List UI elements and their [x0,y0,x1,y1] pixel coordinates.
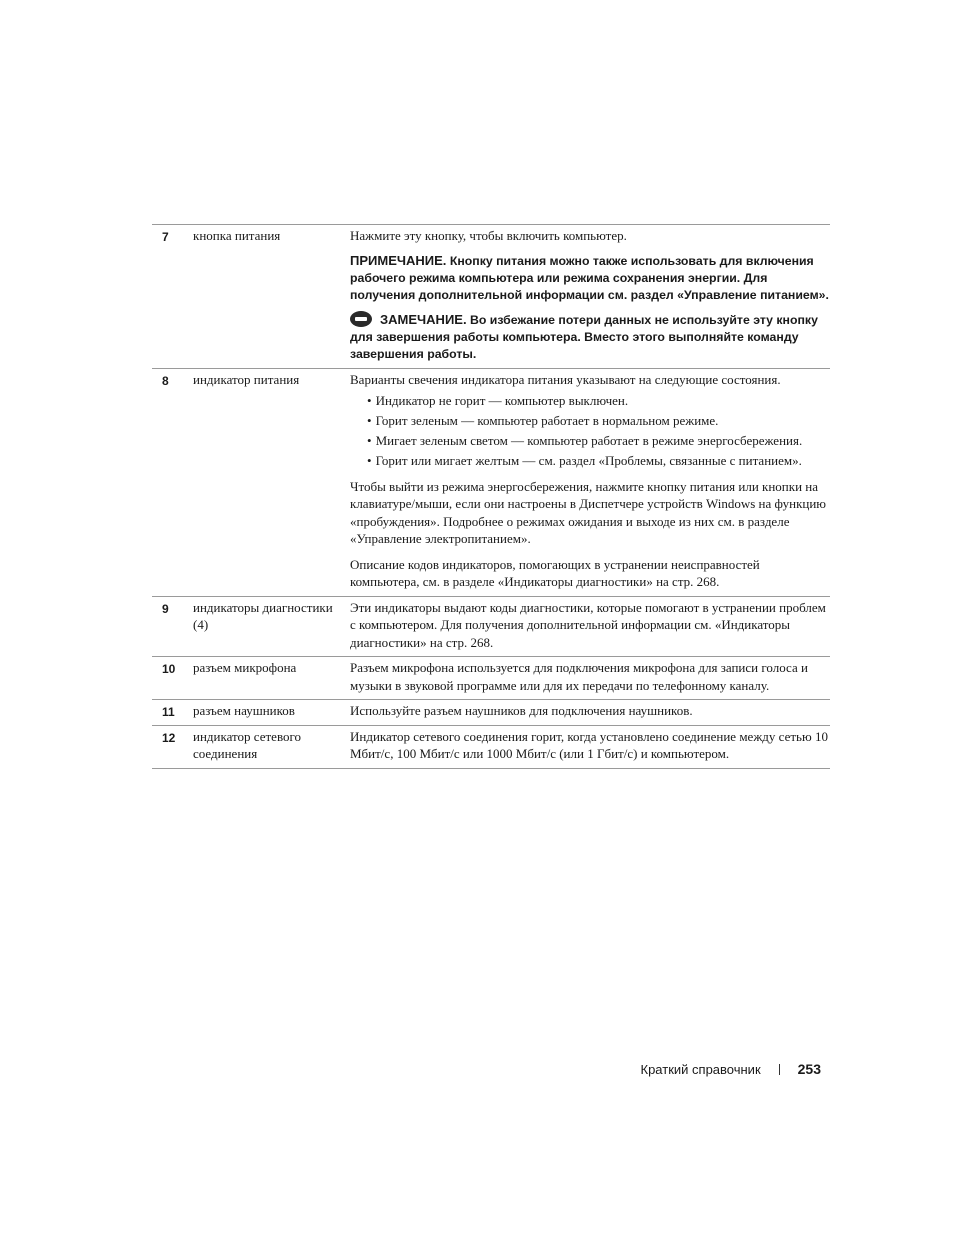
item-number: 11 [162,705,175,719]
note-text: Кнопку питания можно также использовать для включения рабочего режима компьютера или режима сохранения энергии. Для получения дополнительной информации см. раздел «Управление питанием». [350,253,829,302]
item-number: 10 [162,662,176,676]
table-row [152,369,830,597]
components-table [152,224,830,769]
table-row [152,597,830,658]
description-text: Индикатор сетевого соединения горит, когда установлено соединение между сетью 10 Мбит/с, 100 Мбит/с или 1000 Мбит/с (или 1 Гбит/с) и компьютером. [350,728,828,761]
description-text: Разъем микрофона используется для подключения микрофона для записи голоса и музыки в звуковой программе или для их передачи по телефонному каналу. [350,660,808,693]
item-name: разъем наушников [193,703,295,718]
description-text: Варианты свечения индикатора питания указывают на следующие состояния. [350,371,781,387]
description-text: Нажмите эту кнопку, чтобы включить компьютер. [350,228,627,243]
item-name: индикатор сетевого соединения [193,728,302,761]
section-title: Краткий справочник [640,1061,761,1077]
note-label: ПРИМЕЧАНИЕ. [350,252,447,268]
table-row [152,225,830,369]
item-number: 7 [162,230,169,244]
item-name: кнопка питания [193,228,281,243]
status-list [350,392,830,470]
notice-label: ЗАМЕЧАНИЕ. [380,311,467,327]
item-description [350,369,830,596]
list-item: • Горит зеленым — компьютер работает в нормальном режиме. [367,412,830,430]
item-number: 12 [162,730,176,745]
table-row [152,700,830,726]
notice-text: Во избежание потери данных не используйте эту кнопку для завершения работы компьютера. Вместо этого выполняйте команду завершения работы. [350,312,818,361]
notice-icon [350,311,372,327]
item-description [350,657,830,699]
footer-divider [779,1064,780,1075]
page-footer [641,1061,822,1077]
table-row [152,726,830,769]
item-description [350,225,830,368]
item-description [350,700,830,725]
list-item: • Горит или мигает желтым — см. раздел «Проблемы, связанные с питанием». [367,452,830,470]
list-item: • Индикатор не горит — компьютер выключен. [367,392,830,410]
note-block [350,252,830,304]
description-text: Описание кодов индикаторов, помогающих в устранении неисправностей компьютера, см. в разделе «Индикаторы диагностики» на стр. 268. [350,556,760,589]
page-number: 253 [797,1061,821,1077]
table-row [152,657,830,700]
list-item: • Мигает зеленым светом — компьютер работает в режиме энергосбережения. [367,432,830,450]
item-name: индикатор питания [193,371,300,387]
description-text: Эти индикаторы выдают коды диагностики, которые помогают в устранении проблем с компьютером. Для получения дополнительной информации см. «Индикаторы диагностики» на стр. 268. [350,599,826,650]
notice-block [350,311,830,363]
item-number: 8 [162,373,169,388]
item-description [350,726,830,768]
item-name: индикаторы диагностики (4) [193,599,333,632]
item-number: 9 [162,601,169,616]
item-description [350,597,830,657]
description-text: Используйте разъем наушников для подключения наушников. [350,703,693,718]
item-name: разъем микрофона [193,660,297,675]
description-text: Чтобы выйти из режима энергосбережения, нажмите кнопку питания или кнопки на клавиатуре/мыши, если они настроены в Диспетчере устройств Windows на функцию «пробуждения». Подробнее о режимах ожидания и выходе из них см. в разделе «Управление электропитанием». [350,478,827,546]
